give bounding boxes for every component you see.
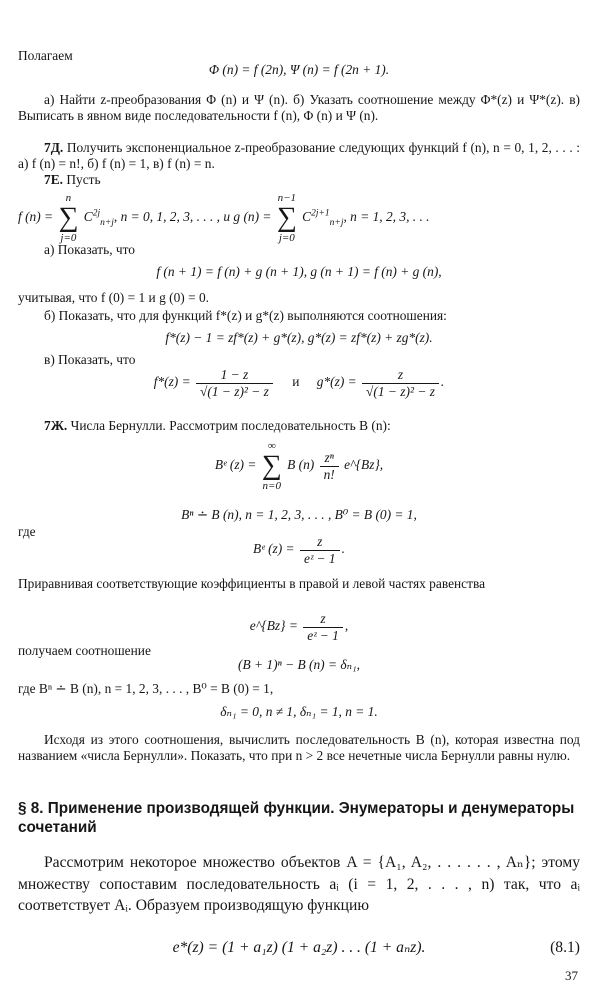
page-number: 37 xyxy=(565,968,578,983)
exercise-7e xyxy=(18,172,580,188)
intro-word: Полагаем xyxy=(18,48,73,63)
equation-bernoulli-generating xyxy=(18,440,580,492)
equation-sums xyxy=(18,192,580,244)
sum-lower-limit: j=0 xyxy=(278,232,295,244)
eq-f-left: f (n) = xyxy=(18,209,54,225)
exercise-7d-text: Получить экспоненциальное z-преобразование следующих функций f (n), n = 0, 1, 2, . . . : а) f (n) = n!, б) f (n) = 1, в) f (n) = n. xyxy=(18,140,580,171)
fraction-ebz-numerator: z xyxy=(303,611,343,628)
equation-closed-forms: f*(z) = $\frac{1 - z}{\text{√(1 − z)² − z}}$ и g*(z) = $\frac{z}{\text{√(1 − z)² − z}}$ . xyxy=(153,367,445,399)
exercise-7zh-text: Числа Бернулли. Рассмотрим последовательность B (n): xyxy=(67,418,391,433)
equation-relations: f*(z) − 1 = zf*(z) + g*(z), g*(z) = zf*(z) + zg*(z). xyxy=(165,330,433,345)
binomial-f-sub: n+j xyxy=(100,217,114,228)
get-relation-label: получаем соотношение xyxy=(18,643,151,658)
sum-upper-limit: n xyxy=(65,192,72,204)
sum-lower-limit: n=0 xyxy=(262,480,281,492)
part-v-label: в) Показать, что xyxy=(44,352,136,367)
sum-sign-f: n ∑ j=0 xyxy=(58,192,79,244)
given-conditions: учитывая, что f (0) = 1 и g (0) = 0. xyxy=(18,290,210,305)
paragraph-compute: Исходя из этого соотношения, вычислить последовательность B (n), которая известна под названием «числа Бернулли». Показать, что при n > 2 все нечетные числа Бернулли равны нулю. xyxy=(18,732,580,763)
eq-f-tail: , n = 0, 1, 2, 3, . . . , и g (n) = xyxy=(113,209,272,225)
equation-ebz xyxy=(18,611,580,643)
equation-number: (8.1) xyxy=(550,939,580,956)
fraction-g-denominator: √(1 − z)² − z xyxy=(366,383,435,399)
eq-be2-left: Bᵉ (z) = xyxy=(253,541,295,557)
part-b-label: б) Показать, что для функций f*(z) и g*(z) выполняются соотношения: xyxy=(44,308,447,323)
eq-be2-tail: . xyxy=(341,541,345,557)
sum-sign-g: n−1 ∑ j=0 xyxy=(276,192,297,244)
equation-bn-definition: Bⁿ ∸ B (n), n = 1, 2, 3, . . . , B⁰ = B (0) = 1, xyxy=(181,507,417,522)
exercise-label-7e: 7Е. xyxy=(44,172,63,187)
binomial-f-sup: 2j xyxy=(92,208,101,219)
equation-bernoulli-relation: (B + 1)ⁿ − B (n) = δₙ₁, xyxy=(238,657,360,672)
binomial-g-sub: n+j xyxy=(329,217,344,228)
sum-upper-limit: ∞ xyxy=(267,440,276,452)
binomial-g-sup: 2j+1 xyxy=(311,208,330,219)
section-heading: § 8. Применение производящей функции. Энумераторы и денумераторы сочетаний xyxy=(18,800,575,836)
sum-sign-be: ∞ ∑ n=0 xyxy=(261,440,282,492)
exercise-label-7d: 7Д. xyxy=(44,140,64,155)
fraction-zn-denominator: n! xyxy=(323,466,335,482)
fraction-f-denominator: √(1 − z)² − z xyxy=(200,383,269,399)
exercise-label-7zh: 7Ж. xyxy=(44,418,68,433)
equation-be-closed xyxy=(18,534,580,566)
eq-be-tail: e^{Bz}, xyxy=(344,457,384,473)
part-a-label: а) Показать, что xyxy=(44,242,136,257)
fraction-f xyxy=(196,367,273,399)
eq-be-left: Bᵉ (z) = xyxy=(214,457,257,473)
binomial-f: C xyxy=(83,209,93,225)
exercise-7g-tasks: а) Найти z-преобразования Φ (n) и Ψ (n). б) Указать соотношение между Φ*(z) и Ψ*(z). в) Выписать в явном виде последовательности f (n), Φ (n) и Ψ (n). xyxy=(18,92,580,123)
fraction-be2-denominator: eᶻ − 1 xyxy=(303,550,336,566)
exercise-7e-text: Пусть xyxy=(62,172,101,187)
conjunction-and: и xyxy=(292,374,300,390)
fraction-ebz xyxy=(303,611,343,643)
equation-phi-psi: Φ (n) = f (2n), Ψ (n) = f (2n + 1). xyxy=(208,62,390,77)
where-label-1: где xyxy=(18,524,36,539)
eq-v-f: f*(z) = xyxy=(153,374,191,390)
paragraph-consider: Рассмотрим некоторое множество объектов A = {A₁, A₂, . . . . . . , Aₙ}; этому множеству сопоставим последовательность aᵢ (i = 1, 2, . . . , n) так, что aᵢ соответствует Aᵢ. Образуем производящую функцию xyxy=(18,854,580,914)
fraction-zn-numerator: zⁿ xyxy=(320,450,339,467)
eq-v-g: g*(z) = xyxy=(316,374,357,390)
paragraph-equate: Приравнивая соответствующие коэффициенты в правой и левой частях равенства xyxy=(18,576,486,591)
fraction-g-numerator: z xyxy=(362,367,439,384)
sum-lower-limit: j=0 xyxy=(60,232,77,244)
eq-g-tail: , n = 1, 2, 3, . . . xyxy=(343,209,430,225)
fraction-g xyxy=(362,367,439,399)
equation-kronecker-delta: δₙ₁ = 0, n ≠ 1, δₙ₁ = 1, n = 1. xyxy=(220,704,378,719)
binomial-g: C xyxy=(302,209,312,225)
exercise-7d xyxy=(18,140,580,171)
eq-ebz-left: e^{Bz} = xyxy=(249,618,298,634)
equation-8-1: e*(z) = (1 + a₁z) (1 + a₂z) . . . (1 + aₙz). xyxy=(172,939,426,956)
sum-upper-limit: n−1 xyxy=(277,192,297,204)
fraction-zn xyxy=(320,450,339,482)
fraction-be2-numerator: z xyxy=(300,534,340,551)
fraction-ebz-denominator: eᶻ − 1 xyxy=(307,627,339,643)
exercise-7zh xyxy=(18,418,580,434)
equation-recurrence: f (n + 1) = f (n) + g (n + 1), g (n + 1) = f (n) + g (n), xyxy=(156,264,442,279)
fraction-be2 xyxy=(300,534,340,566)
eq-ebz-tail: , xyxy=(344,618,349,634)
fraction-f-numerator: 1 − z xyxy=(196,367,273,384)
eq-be-mid: B (n) xyxy=(287,457,315,473)
where-label-2: где Bⁿ ∸ B (n), n = 1, 2, 3, . . . , B⁰ = B (0) = 1, xyxy=(18,681,274,696)
